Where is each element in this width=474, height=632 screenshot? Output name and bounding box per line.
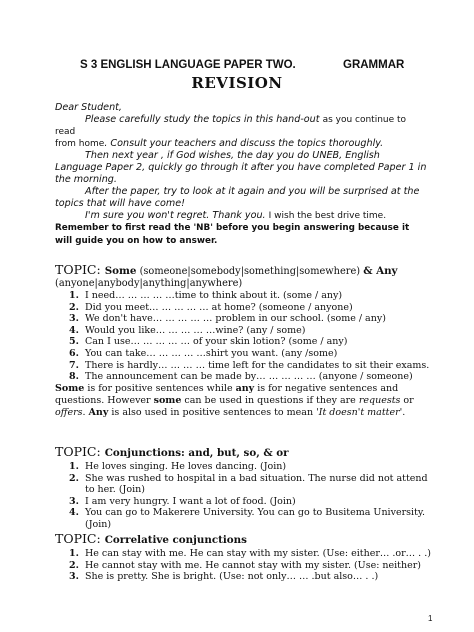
exercise-list-1 (69, 290, 435, 383)
topic-label: TOPIC (55, 262, 97, 277)
note-text-f: is also used in positive sentences to mean ' (108, 406, 319, 418)
topic-colon: : (96, 262, 105, 277)
list-item (69, 571, 435, 583)
item-number: 4. (69, 324, 79, 336)
para1-text-b: as you continue to read (55, 115, 407, 137)
note-quote: It doesn't matter (318, 406, 400, 418)
note-text-e: . (82, 406, 89, 418)
note-text-c: can be used in questions if they are (181, 394, 359, 406)
topic-conjunctions (55, 444, 435, 531)
page-number: 1 (428, 614, 433, 623)
topic-label: TOPIC (55, 531, 97, 546)
item-text: She is pretty. She is bright. (Use: not only… … .but also… . .) (85, 571, 379, 583)
revision-title: REVISION (191, 74, 283, 92)
list-item (69, 560, 435, 572)
item-text: He loves singing. He loves dancing. (Join) (85, 461, 287, 472)
letter-para-3: After the paper, try to look at it again and you will be surprised at the topics that will have come! (55, 186, 420, 209)
item-text: She was rushed to hospital in a bad situation. The nurse did not attend to her. (Join) (85, 472, 428, 496)
item-text: You can go to Makerere University. You can go to Busitema University. (Join) (85, 507, 425, 530)
topic-some-any (55, 262, 435, 419)
item-number: 3. (69, 495, 79, 507)
item-number: 1. (69, 290, 79, 301)
list-item (69, 302, 435, 314)
item-text: He cannot stay with me. He cannot stay with my sister. (Use: neither) (85, 559, 421, 571)
para4-text-b: I wish the best drive time. (268, 211, 387, 221)
header-title: S 3 ENGLISH LANGUAGE PAPER TWO. (80, 59, 296, 71)
header-subject: GRAMMAR (343, 59, 405, 71)
list-item (69, 348, 435, 360)
student-letter (55, 102, 429, 247)
letter-para-1 (55, 114, 429, 150)
list-item (69, 325, 435, 337)
letter-para-2: Then next year , if God wishes, the day you do UNEB, English Language Paper 2, quickly go through it after you have completed Paper 1 in the morning. (55, 150, 427, 185)
item-number: 8. (69, 371, 79, 383)
item-number: 4. (69, 507, 79, 519)
note-any: any (235, 382, 255, 394)
note-some: Some (55, 382, 85, 394)
list-item (69, 336, 435, 348)
topic-some-list: (someone|somebody|something|somewhere) (136, 266, 364, 277)
note-requests: requests (358, 394, 401, 406)
item-number: 2. (69, 301, 79, 313)
item-text: I am very hungry. I want a lot of food. (Join) (85, 495, 296, 507)
topic-colon: : (96, 444, 105, 459)
item-number: 1. (69, 461, 79, 472)
para4-text-a: I'm sure you won't regret. Thank you. (85, 210, 269, 221)
note-text-a: is for positive sentences while (84, 382, 236, 394)
item-text: We don't have… … … … … problem in our school. (some / any) (85, 313, 386, 325)
letter-para-4 (55, 210, 429, 222)
note-offers: offers (55, 406, 83, 418)
item-text: You can take… … … … …shirt you want. (any /some) (85, 347, 338, 359)
para1-text-a: Please carefully study the topics in this hand-out (85, 114, 323, 125)
list-item (69, 290, 435, 302)
para1-text-d: . Consult your teachers and discuss the topics thoroughly. (104, 138, 384, 149)
list-item (69, 473, 435, 496)
item-number: 3. (69, 313, 79, 325)
exercise-list-3 (69, 548, 435, 583)
list-item (69, 371, 435, 383)
item-text: He can stay with me. He can stay with my sister. (Use: either… .or… . .) (85, 548, 431, 559)
item-text: I need… … … … …time to think about it. (some / any) (85, 290, 343, 301)
exercise-list-2 (69, 461, 435, 531)
item-text: Would you like… … … … …wine? (any / some) (85, 324, 306, 336)
topic-correlative-conjunctions (55, 531, 435, 583)
topic-colon: : (96, 531, 105, 546)
note-any-2: Any (88, 406, 109, 418)
item-text: Can I use… … … … … of your skin lotion? (some / any) (85, 336, 348, 348)
item-number: 3. (69, 571, 79, 583)
list-item (69, 360, 435, 372)
remember-note: Remember to first read the 'NB' before you begin answering because it will guide you on how to answer. (55, 223, 410, 246)
item-number: 2. (69, 559, 79, 571)
list-item (69, 548, 435, 560)
letter-greeting: Dear Student, (55, 102, 122, 113)
topic-label: TOPIC (55, 444, 97, 459)
para1-text-c: from home (55, 139, 105, 149)
item-text: The announcement can be made by… … … … … (anyone / someone) (85, 371, 413, 383)
topic-heading (55, 444, 435, 459)
note-text-b: is for negative sentences and questions. However (55, 382, 399, 406)
topic-some-word: Some (104, 265, 137, 277)
topic-title: Conjunctions: and, but, so, & or (104, 447, 289, 459)
list-item (69, 507, 435, 530)
topic-heading (55, 531, 435, 546)
usage-note (55, 383, 435, 419)
topic-title: Correlative conjunctions (104, 534, 247, 546)
item-number: 1. (69, 548, 79, 559)
list-item (69, 496, 435, 508)
item-number: 2. (69, 472, 79, 484)
item-number: 5. (69, 336, 79, 348)
item-number: 7. (69, 359, 79, 371)
topic-any-word: & Any (363, 265, 398, 277)
note-some-2: some (153, 394, 182, 406)
note-text-d: or (400, 394, 414, 406)
topic-heading (55, 262, 435, 278)
item-number: 6. (69, 347, 79, 359)
list-item (69, 313, 435, 325)
item-text: Did you meet… … … … … at home? (someone / anyone) (85, 301, 353, 313)
list-item (69, 461, 435, 473)
item-text: There is hardly… … … … time left for the candidates to sit their exams. (85, 359, 430, 371)
topic-any-list: (anyone|anybody|anything|anywhere) (55, 278, 243, 289)
note-text-g: '. (399, 406, 406, 418)
